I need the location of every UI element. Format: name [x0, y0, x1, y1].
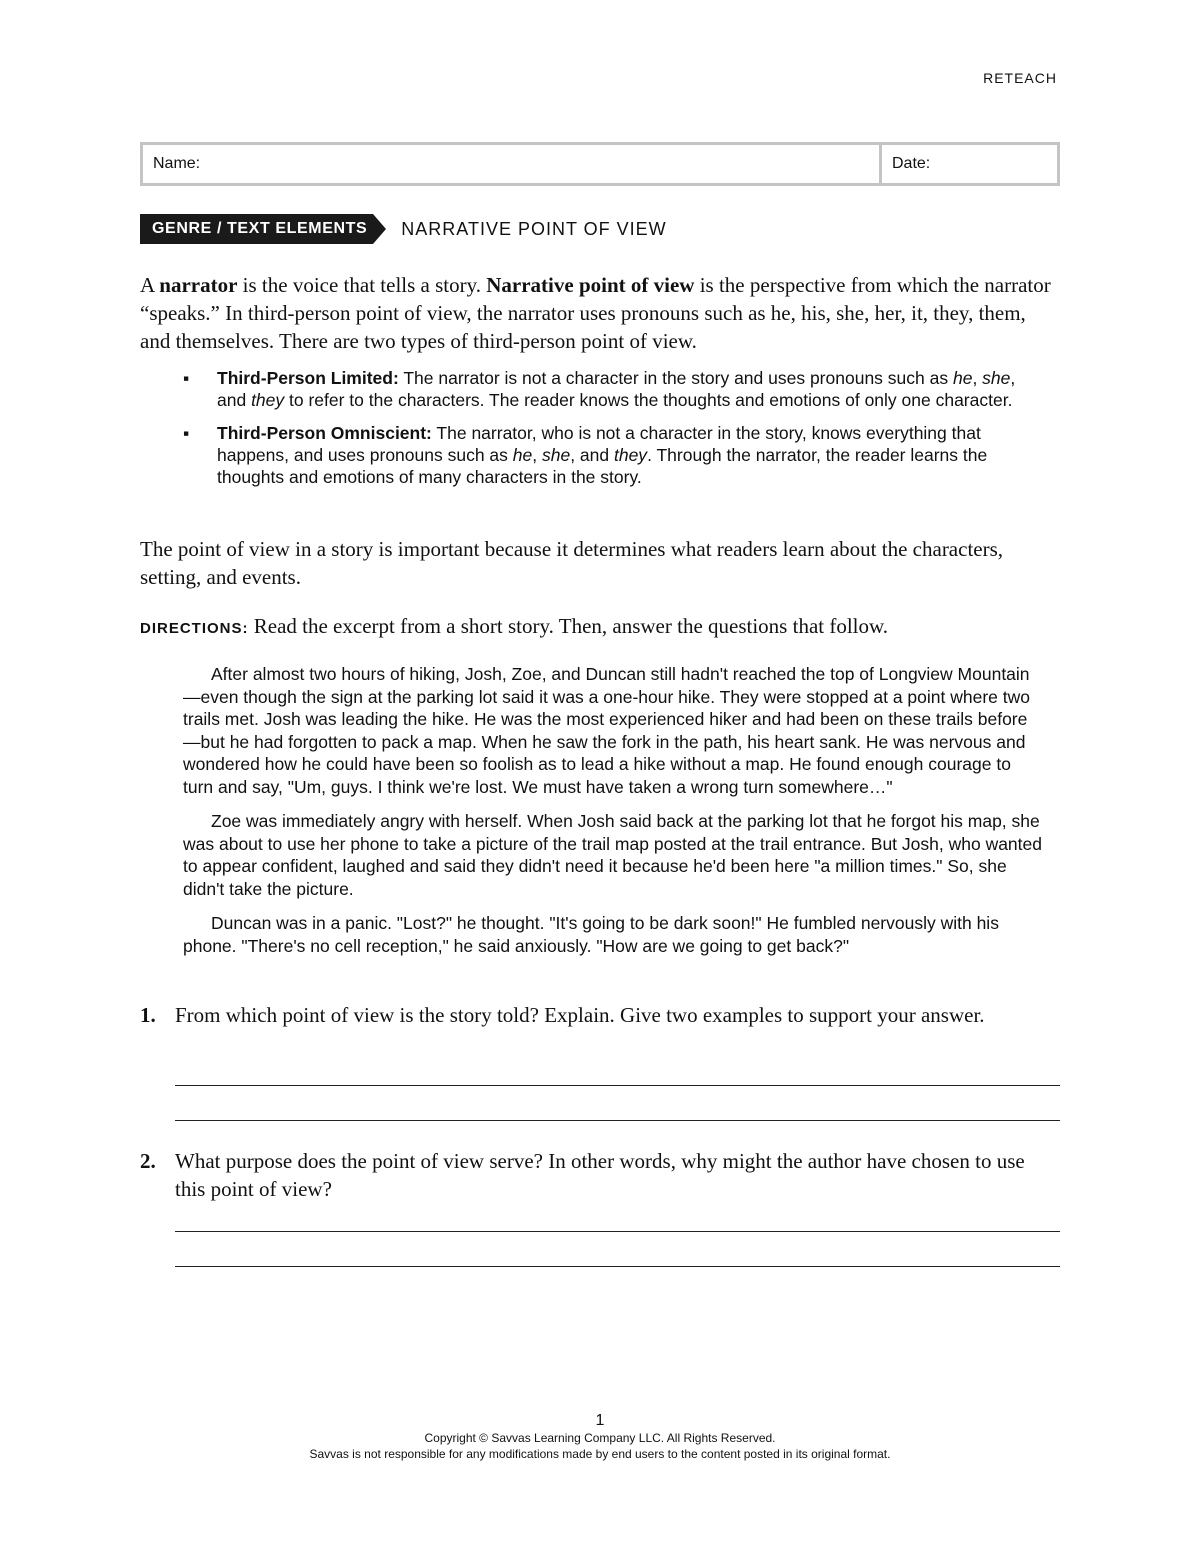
date-field[interactable]	[882, 145, 1057, 183]
list-item-third-person-omniscient	[140, 422, 1060, 488]
pronoun-he: he	[952, 368, 973, 388]
list-item-third-person-limited	[140, 367, 1060, 411]
bullet-icon: ▪	[183, 423, 190, 443]
excerpt-paragraph: Duncan was in a panic. "Lost?" he thought. "It's going to be dark soon!" He fumbled nervously with his phone. "There's no cell reception," he said anxiously. "How are we going to get back?"	[183, 913, 999, 956]
pronoun-she: she	[541, 445, 571, 465]
reteach-label: RETEACH	[983, 70, 1057, 86]
date-label: Date:	[892, 155, 931, 172]
disclaimer-notice: Savvas is not responsible for any modifications made by end users to the content posted in its original format.	[309, 1447, 891, 1461]
section-title: NARRATIVE POINT OF VIEW	[401, 218, 667, 239]
bullet-title: Third-Person Omniscient:	[217, 423, 432, 443]
question-text: What purpose does the point of view serve? In other words, why might the author have chosen to use this point of view?	[175, 1149, 1025, 1201]
copyright-notice: Copyright © Savvas Learning Company LLC. All Rights Reserved.	[424, 1431, 776, 1445]
importance-paragraph: The point of view in a story is important because it determines what readers learn about the characters, setting, and events.	[140, 537, 1004, 589]
pov-type-list	[140, 367, 1060, 499]
pronoun-she: she	[982, 368, 1011, 388]
term-narrator: narrator	[159, 273, 238, 297]
question-text: From which point of view is the story told? Explain. Give two examples to support your answer.	[175, 1003, 985, 1027]
term-narrative-point-of-view: Narrative point of view	[486, 273, 695, 297]
pronoun-he: he	[512, 445, 533, 465]
genre-tag: GENRE / TEXT ELEMENTS	[140, 214, 373, 244]
excerpt-paragraph: After almost two hours of hiking, Josh, Zoe, and Duncan still hadn't reached the top of Longview Mountain—even though the sign at the parking lot said it was a one-hour hike. They were stopped at a point where two trails met. Josh was leading the hike. He was the most experienced hiker and had been on these trails before—but he had forgotten to pack a map. When he saw the fork in the path, his heart sank. He was nervous and wondered how he could have been so foolish as to lead a hike without a map. He found enough courage to turn and say, "Um, guys. I think we're lost. We must have taken a wrong turn somewhere…"	[183, 664, 1030, 797]
page-number: 1	[595, 1412, 605, 1429]
bullet-text: ,	[972, 368, 983, 388]
story-excerpt	[183, 663, 1043, 969]
directions	[140, 612, 1060, 643]
directions-label: DIRECTIONS:	[140, 620, 249, 637]
name-field[interactable]	[143, 145, 882, 183]
answer-line-1b[interactable]	[175, 1120, 1060, 1121]
answer-line-2b[interactable]	[175, 1266, 1060, 1267]
answer-line-2a[interactable]	[175, 1231, 1060, 1232]
bullet-text: , and	[217, 368, 1016, 410]
bullet-icon: ▪	[183, 368, 190, 388]
bullet-text: , and	[570, 445, 614, 465]
question-1	[140, 1001, 1060, 1029]
directions-text: Read the excerpt from a short story. Then, answer the questions that follow.	[248, 614, 889, 638]
intro-paragraph	[140, 271, 1060, 355]
bullet-text: The narrator is not a character in the story and uses pronouns such as	[398, 368, 953, 388]
pronoun-they: they	[251, 390, 285, 410]
name-label: Name:	[153, 155, 201, 172]
section-header	[140, 214, 667, 244]
answer-line-1a[interactable]	[175, 1085, 1060, 1086]
question-2	[140, 1147, 1060, 1203]
question-number: 1.	[140, 1003, 156, 1027]
question-number: 2.	[140, 1149, 156, 1173]
bullet-text: to refer to the characters. The reader knows the thoughts and emotions of only one character.	[284, 390, 1013, 410]
intro-text-c: is the perspective from which the narrator “speaks.” In third-person point of view, the narrator uses pronouns such as he, his, she, her, it, they, them, and themselves. There are two types of third-person point of view.	[140, 273, 1051, 353]
bullet-text: The narrator, who is not a character in the story, knows everything that happens, and uses pronouns such as	[217, 423, 981, 465]
name-date-box	[140, 142, 1060, 186]
bullet-text: . Through the narrator, the reader learns the thoughts and emotions of many characters in the story.	[217, 445, 988, 487]
excerpt-paragraph: Zoe was immediately angry with herself. When Josh said back at the parking lot that he forgot his map, she was about to use her phone to take a picture of the trail map posted at the trail entrance. But Josh, who wanted to appear confident, laughed and said they didn't need it because he'd been here "a million times." So, she didn't take the picture.	[183, 811, 1042, 899]
bullet-title: Third-Person Limited:	[217, 368, 399, 388]
bullet-text: ,	[532, 445, 542, 465]
intro-text-b: is the voice that tells a story.	[237, 273, 487, 297]
intro-text-a: A	[140, 273, 160, 297]
pronoun-they: they	[613, 445, 648, 465]
